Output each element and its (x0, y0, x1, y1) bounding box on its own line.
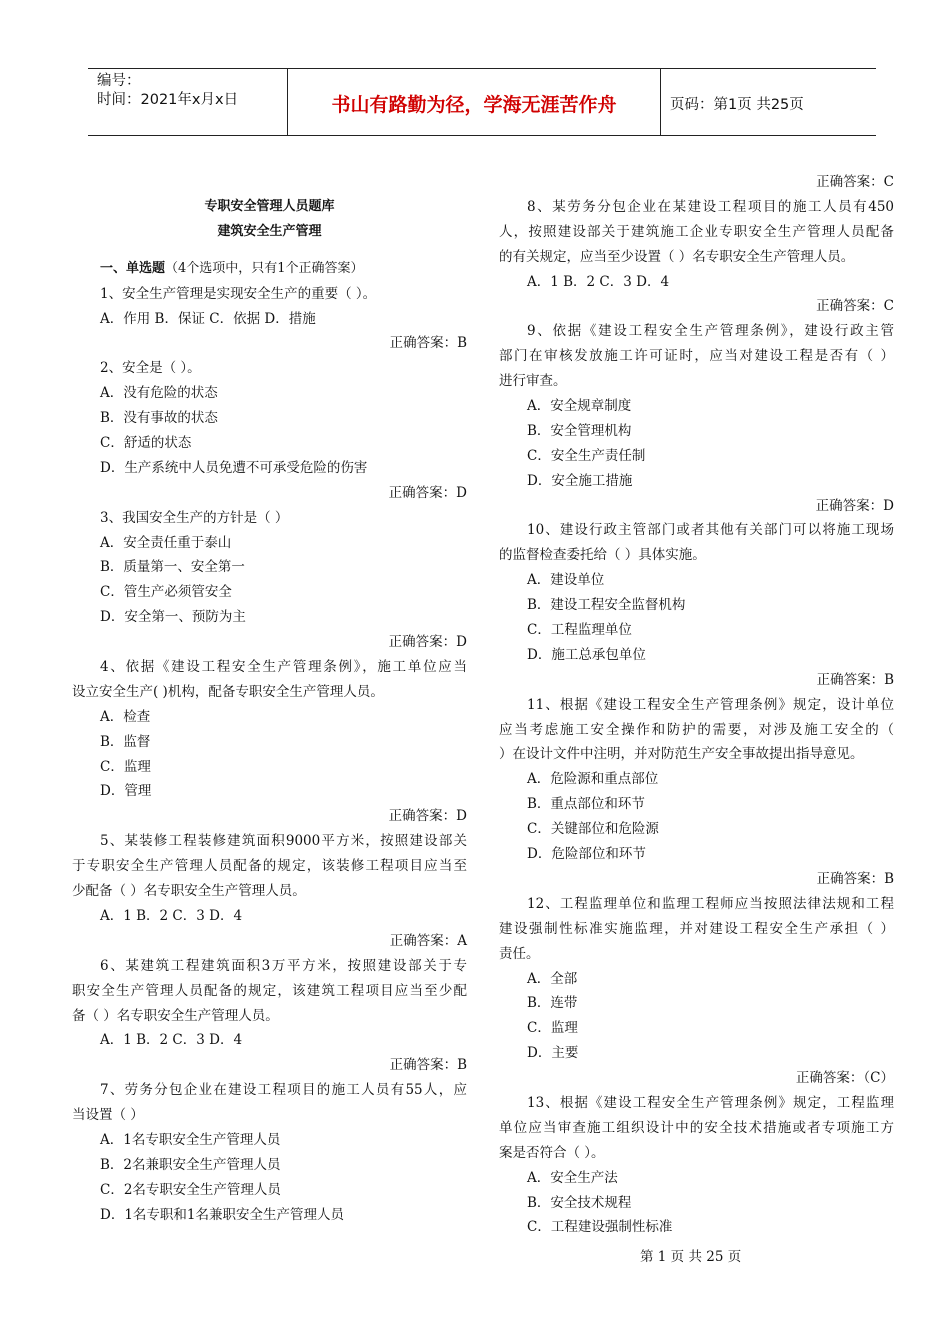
answer-line-text: 正确答案：D (815, 497, 894, 514)
text-line (72, 979, 467, 1004)
text-line (499, 892, 894, 917)
answer-line (499, 294, 894, 319)
text-line-text: 职安全生产管理人员配备的规定，该建筑工程项目应当至少配 (72, 982, 467, 999)
text-line (499, 1141, 894, 1166)
text-line-text: D．1名专职和1名兼职安全生产管理人员 (100, 1206, 345, 1223)
text-line (72, 904, 467, 929)
text-line-text: C．2名专职安全生产管理人员 (100, 1181, 281, 1198)
text-line-text: 5、某装修工程装修建筑面积9000平方米，按照建设部关 (100, 833, 467, 850)
text-line-text: A．安全生产法 (527, 1169, 618, 1186)
text-line (499, 1116, 894, 1141)
text-line (72, 531, 467, 556)
text-line-text: 11、根据《建设工程安全生产管理条例》规定，设计单位 (527, 696, 894, 713)
text-line-text: 设立安全生产( )机构，配备专职安全生产管理人员。 (72, 683, 384, 700)
text-line-text: 10、建设行政主管部门或者其他有关部门可以将施工现场 (527, 522, 894, 539)
text-line-text: A．检查 (100, 708, 151, 725)
text-line (72, 1078, 467, 1103)
text-line-text: B．没有事故的状态 (100, 410, 218, 427)
text-line (499, 1166, 894, 1191)
text-line (499, 1191, 894, 1216)
text-line (499, 792, 894, 817)
text-line-text: C．关键部位和危险源 (527, 821, 659, 838)
text-line-text: D．安全第一、预防为主 (100, 609, 246, 626)
answer-line-text: 正确答案：C (816, 174, 894, 190)
text-line-text: C．管生产必须管安全 (100, 584, 232, 601)
text-line (72, 829, 467, 854)
text-line (499, 1091, 894, 1116)
answer-line (72, 929, 467, 954)
text-line-text: 于专职安全生产管理人员配备的规定，该装修工程项目应当至 (72, 858, 467, 875)
answer-line-text: 正确答案：D (388, 808, 467, 825)
text-line (499, 593, 894, 618)
answer-line (499, 1066, 894, 1091)
text-line (499, 817, 894, 842)
text-line (499, 693, 894, 718)
text-line (499, 394, 894, 419)
text-line-text: A．1 B．2 C．3 D．4 (100, 907, 243, 924)
text-line (72, 1203, 467, 1228)
text-line (72, 605, 467, 630)
document-title-text: 建筑安全生产管理 (217, 223, 322, 239)
header-motto: 书山有路勤为径，学海无涯苦作舟 (331, 94, 617, 116)
text-line (499, 917, 894, 942)
text-line (499, 245, 894, 270)
text-line-text: 2、安全是（ ）。 (100, 360, 201, 377)
text-line (72, 954, 467, 979)
text-line (72, 1004, 467, 1029)
text-line-text: C．安全生产责任制 (527, 447, 646, 464)
text-line (72, 580, 467, 605)
text-line (72, 1103, 467, 1128)
text-line (72, 282, 467, 307)
answer-line (499, 170, 894, 195)
text-line (499, 618, 894, 643)
header-bottom-rule (88, 135, 876, 136)
text-line-text: D．安全施工措施 (527, 472, 633, 489)
text-line-text: B．连带 (527, 995, 578, 1012)
text-line-text: 9、依据《建设工程安全生产管理条例》，建设行政主管 (527, 323, 894, 340)
text-line-text: D．危险部位和环节 (527, 846, 646, 863)
text-line (499, 842, 894, 867)
text-line-text: B．建设工程安全监督机构 (527, 597, 686, 614)
text-line (72, 381, 467, 406)
text-line (72, 730, 467, 755)
document-time-label: 时间：2021年x月x日 (97, 92, 239, 108)
document-title-text: 专职安全管理人员题库 (204, 199, 335, 214)
page-footer: 第 1 页 共 25 页 (640, 1249, 742, 1265)
text-line (499, 220, 894, 245)
text-line (499, 568, 894, 593)
text-line (499, 195, 894, 220)
document-title (72, 220, 467, 245)
text-line (72, 555, 467, 580)
answer-line-text: 正确答案：B (816, 671, 894, 688)
text-line-text: 应当考虑施工安全操作和防护的需要，对涉及施工安全的（ (499, 721, 894, 738)
text-line-text: 案是否符合（ ）。 (499, 1144, 605, 1161)
text-line (499, 718, 894, 743)
answer-line (72, 804, 467, 829)
text-line-text: 责任。 (499, 945, 540, 962)
text-line (499, 543, 894, 568)
text-line-text: ）在设计文件中注明，并对防范生产安全事故提出指导意见。 (499, 746, 864, 763)
text-line-text: 人，按照建设部关于建筑施工企业专职安全生产管理人员配备 (499, 223, 894, 240)
text-line-text: 7、劳务分包企业在建设工程项目的施工人员有55人，应 (100, 1082, 467, 1099)
section-heading-text: 一、单选题 (100, 260, 166, 276)
answer-line-text: 正确答案：（C） (795, 1070, 894, 1087)
text-line (499, 991, 894, 1016)
header-info (97, 72, 238, 110)
text-line-text: 3、我国安全生产的方针是（ ） (100, 509, 289, 526)
document-title (72, 195, 467, 220)
section-heading (72, 257, 467, 282)
text-line-text: D．管理 (100, 783, 152, 800)
answer-line-text: 正确答案：B (389, 1057, 467, 1074)
text-line (499, 643, 894, 668)
text-line-text: B．质量第一、安全第一 (100, 559, 245, 576)
text-line-text: 8、某劳务分包企业在某建设工程项目的施工人员有450 (527, 198, 894, 215)
text-line (499, 344, 894, 369)
text-line-text: 单位应当审查施工组织设计中的安全技术措施或者专项施工方 (499, 1119, 894, 1136)
text-line-text: B．安全技术规程 (527, 1194, 632, 1211)
answer-line-text: 正确答案：B (816, 870, 894, 887)
answer-line (499, 867, 894, 892)
header-top-rule (88, 68, 876, 69)
text-line-text: A．安全责任重于泰山 (100, 534, 232, 551)
text-line-text: D．主要 (527, 1045, 579, 1062)
text-line (72, 755, 467, 780)
document-number-label: 编号： (97, 73, 141, 89)
text-line (72, 655, 467, 680)
text-line (72, 456, 467, 481)
text-line-text: 进行审查。 (499, 373, 567, 390)
text-line-text: 部门在审核发放施工许可证时，应当对建设工程是否有（ ） (499, 348, 894, 365)
text-line-text: 12、工程监理单位和监理工程师应当按照法律法规和工程 (527, 895, 894, 912)
text-line (499, 742, 894, 767)
text-line-text: C．监理 (100, 758, 151, 775)
text-line-text: 当设置（ ） (72, 1107, 144, 1124)
text-line-text: 6、某建筑工程建筑面积3万平方米，按照建设部关于专 (100, 957, 467, 974)
text-line (72, 1028, 467, 1053)
text-line-text: 建设强制性标准实施监理，并对建设工程安全生产承担（ ） (499, 920, 894, 937)
spacer (72, 245, 467, 257)
text-line-text: A．1 B．2 C．3 D．4 (527, 273, 670, 290)
text-line (499, 767, 894, 792)
text-line-text: C．舒适的状态 (100, 435, 192, 452)
text-line-text: A．1 B．2 C．3 D．4 (100, 1032, 243, 1049)
text-line-text: C．工程监理单位 (527, 622, 632, 639)
text-line-text: C．监理 (527, 1020, 578, 1037)
answer-line (499, 494, 894, 519)
answer-line (72, 481, 467, 506)
text-line (499, 1016, 894, 1041)
text-line (499, 1215, 894, 1240)
header-divider-right (660, 68, 661, 135)
text-line-text: B．安全管理机构 (527, 422, 632, 439)
answer-line-text: 正确答案：C (816, 298, 894, 315)
right-column (499, 170, 894, 1240)
text-line-text: A．安全规章制度 (527, 398, 632, 415)
text-line-text: 备（ ）名专职安全生产管理人员。 (72, 1007, 279, 1024)
text-line (72, 307, 467, 332)
text-line-text: 的监督检查委托给（ ）具体实施。 (499, 547, 706, 564)
text-line (499, 942, 894, 967)
text-line (72, 506, 467, 531)
text-line (499, 369, 894, 394)
header-page-label: 页码：第1页 共25页 (670, 97, 804, 113)
text-line (72, 680, 467, 705)
text-line (72, 431, 467, 456)
text-line-text: D．生产系统中人员免遭不可承受危险的伤害 (100, 459, 368, 476)
text-line (499, 319, 894, 344)
section-note: （4个选项中，只有1个正确答案） (165, 260, 364, 276)
header-divider-left (287, 68, 288, 135)
answer-line-text: 正确答案：B (389, 335, 467, 352)
answer-line (72, 331, 467, 356)
text-line (499, 518, 894, 543)
text-line-text: 的有关规定，应当至少设置（ ）名专职安全生产管理人员。 (499, 248, 855, 265)
text-line (72, 1128, 467, 1153)
text-line-text: A．1名专职安全生产管理人员 (100, 1131, 281, 1148)
text-line-text: A．危险源和重点部位 (527, 771, 659, 788)
text-line (72, 356, 467, 381)
text-line (72, 854, 467, 879)
text-line (499, 1041, 894, 1066)
text-line (499, 469, 894, 494)
text-line (72, 779, 467, 804)
text-line-text: C．工程建设强制性标准 (527, 1219, 673, 1236)
answer-line (499, 668, 894, 693)
answer-line-text: 正确答案：A (389, 932, 467, 949)
text-line (499, 419, 894, 444)
text-line-text: A．没有危险的状态 (100, 385, 218, 402)
text-line-text: 1、安全生产管理是实现安全生产的重要（ ）。 (100, 285, 377, 302)
text-line-text: B．重点部位和环节 (527, 796, 645, 813)
text-line (499, 444, 894, 469)
text-line-text: 13、根据《建设工程安全生产管理条例》规定，工程监理 (527, 1094, 894, 1111)
text-line-text: A．全部 (527, 970, 578, 987)
answer-line (72, 630, 467, 655)
answer-line-text: 正确答案：D (388, 634, 467, 651)
text-line (499, 270, 894, 295)
left-column (72, 195, 467, 1228)
answer-line (72, 1053, 467, 1078)
text-line-text: A．建设单位 (527, 572, 605, 589)
answer-line-text: 正确答案：D (388, 484, 467, 501)
text-line-text: 4、依据《建设工程安全生产管理条例》，施工单位应当 (100, 659, 467, 676)
text-line-text: 少配备（ ）名专职安全生产管理人员。 (72, 883, 306, 900)
text-line-text: B．监督 (100, 733, 151, 750)
text-line (72, 406, 467, 431)
text-line (72, 879, 467, 904)
text-line (72, 1153, 467, 1178)
text-line (499, 967, 894, 992)
text-line-text: A．作用 B．保证 C．依据 D．措施 (100, 310, 316, 327)
text-line-text: B．2名兼职安全生产管理人员 (100, 1156, 281, 1173)
text-line-text: D．施工总承包单位 (527, 646, 646, 663)
text-line (72, 1178, 467, 1203)
text-line (72, 705, 467, 730)
